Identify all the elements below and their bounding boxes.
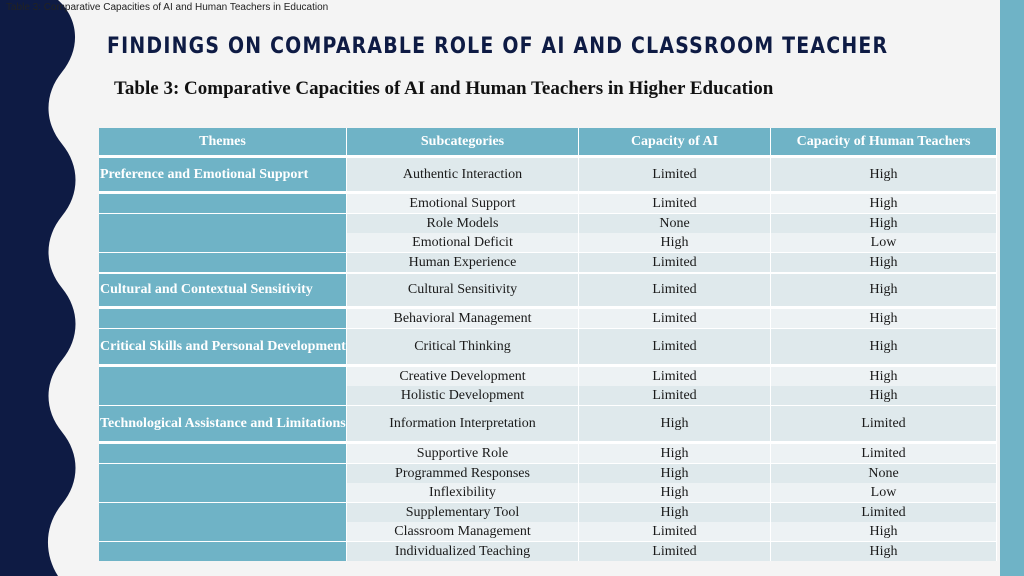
human-capacity-cell: Low bbox=[771, 233, 997, 252]
theme-cell bbox=[99, 483, 347, 502]
ai-capacity-cell: High bbox=[579, 233, 771, 252]
subcategory-cell: Programmed Responses bbox=[347, 464, 579, 483]
theme-cell bbox=[99, 214, 347, 233]
header-capacity-human: Capacity of Human Teachers bbox=[771, 128, 997, 155]
subcategory-cell: Emotional Deficit bbox=[347, 233, 579, 252]
theme-cell bbox=[99, 386, 347, 405]
table-row bbox=[99, 542, 997, 562]
ai-capacity-cell: High bbox=[579, 406, 771, 441]
table-row bbox=[99, 522, 997, 542]
table-row bbox=[99, 274, 997, 309]
human-capacity-cell: High bbox=[771, 274, 997, 306]
header-subcategories: Subcategories bbox=[347, 128, 579, 155]
subcategory-cell: Role Models bbox=[347, 214, 579, 233]
comparison-table bbox=[99, 128, 997, 561]
theme-cell bbox=[99, 464, 347, 483]
subcategory-cell: Behavioral Management bbox=[347, 309, 579, 328]
human-capacity-cell: High bbox=[771, 329, 997, 364]
table-row bbox=[99, 386, 997, 406]
ai-capacity-cell: Limited bbox=[579, 309, 771, 328]
subcategory-cell: Inflexibility bbox=[347, 483, 579, 502]
human-capacity-cell: High bbox=[771, 194, 997, 213]
table-row bbox=[99, 158, 997, 194]
human-capacity-cell: Low bbox=[771, 483, 997, 502]
theme-cell: Preference and Emotional Support bbox=[99, 158, 347, 191]
theme-cell bbox=[99, 542, 347, 561]
human-capacity-cell: High bbox=[771, 542, 997, 561]
ai-capacity-cell: Limited bbox=[579, 274, 771, 306]
theme-cell bbox=[99, 233, 347, 252]
theme-cell bbox=[99, 309, 347, 328]
table-row bbox=[99, 406, 997, 444]
ai-capacity-cell: Limited bbox=[579, 194, 771, 213]
human-capacity-cell: High bbox=[771, 309, 997, 328]
table-row bbox=[99, 253, 997, 274]
theme-cell: Technological Assistance and Limitations bbox=[99, 406, 347, 441]
header-capacity-ai: Capacity of AI bbox=[579, 128, 771, 155]
subcategory-cell: Classroom Management bbox=[347, 522, 579, 541]
human-capacity-cell: High bbox=[771, 367, 997, 386]
ai-capacity-cell: Limited bbox=[579, 386, 771, 405]
theme-cell bbox=[99, 522, 347, 541]
human-capacity-cell: High bbox=[771, 158, 997, 191]
slide-caption: Table 3: Comparative Capacities of AI and Human Teachers in Education bbox=[6, 2, 329, 13]
table-header-row bbox=[99, 128, 997, 158]
human-capacity-cell: Limited bbox=[771, 406, 997, 441]
human-capacity-cell: Limited bbox=[771, 444, 997, 463]
table-row bbox=[99, 444, 997, 464]
table-row bbox=[99, 309, 997, 329]
human-capacity-cell: High bbox=[771, 386, 997, 405]
table-row bbox=[99, 464, 997, 484]
decorative-wave-band bbox=[0, 0, 80, 576]
ai-capacity-cell: Limited bbox=[579, 542, 771, 561]
subcategory-cell: Emotional Support bbox=[347, 194, 579, 213]
human-capacity-cell: High bbox=[771, 522, 997, 541]
subcategory-cell: Cultural Sensitivity bbox=[347, 274, 579, 306]
ai-capacity-cell: Limited bbox=[579, 522, 771, 541]
theme-cell: Cultural and Contextual Sensitivity bbox=[99, 274, 347, 306]
table-row bbox=[99, 329, 997, 367]
subcategory-cell: Human Experience bbox=[347, 253, 579, 272]
table-row bbox=[99, 233, 997, 253]
ai-capacity-cell: Limited bbox=[579, 158, 771, 191]
slide-heading: FINDINGS ON COMPARABLE ROLE OF AI AND CLASSROOM TEACHER bbox=[107, 34, 889, 59]
ai-capacity-cell: High bbox=[579, 444, 771, 463]
ai-capacity-cell: None bbox=[579, 214, 771, 233]
table-row bbox=[99, 503, 997, 523]
table-row bbox=[99, 367, 997, 387]
ai-capacity-cell: High bbox=[579, 483, 771, 502]
human-capacity-cell: High bbox=[771, 214, 997, 233]
human-capacity-cell: Limited bbox=[771, 503, 997, 522]
subcategory-cell: Information Interpretation bbox=[347, 406, 579, 441]
table-title: Table 3: Comparative Capacities of AI and Human Teachers in Higher Education bbox=[114, 78, 774, 99]
subcategory-cell: Creative Development bbox=[347, 367, 579, 386]
ai-capacity-cell: High bbox=[579, 464, 771, 483]
header-themes: Themes bbox=[99, 128, 347, 155]
ai-capacity-cell: High bbox=[579, 503, 771, 522]
theme-cell bbox=[99, 253, 347, 272]
subcategory-cell: Individualized Teaching bbox=[347, 542, 579, 561]
ai-capacity-cell: Limited bbox=[579, 329, 771, 364]
subcategory-cell: Holistic Development bbox=[347, 386, 579, 405]
human-capacity-cell: None bbox=[771, 464, 997, 483]
subcategory-cell: Authentic Interaction bbox=[347, 158, 579, 191]
human-capacity-cell: High bbox=[771, 253, 997, 272]
subcategory-cell: Supplementary Tool bbox=[347, 503, 579, 522]
decorative-side-band bbox=[1000, 0, 1024, 576]
theme-cell bbox=[99, 444, 347, 463]
ai-capacity-cell: Limited bbox=[579, 367, 771, 386]
theme-cell bbox=[99, 503, 347, 522]
theme-cell bbox=[99, 367, 347, 386]
ai-capacity-cell: Limited bbox=[579, 253, 771, 272]
subcategory-cell: Critical Thinking bbox=[347, 329, 579, 364]
table-row bbox=[99, 194, 997, 214]
table-row bbox=[99, 483, 997, 503]
subcategory-cell: Supportive Role bbox=[347, 444, 579, 463]
theme-cell bbox=[99, 194, 347, 213]
table-row bbox=[99, 214, 997, 234]
theme-cell: Critical Skills and Personal Development bbox=[99, 329, 347, 364]
